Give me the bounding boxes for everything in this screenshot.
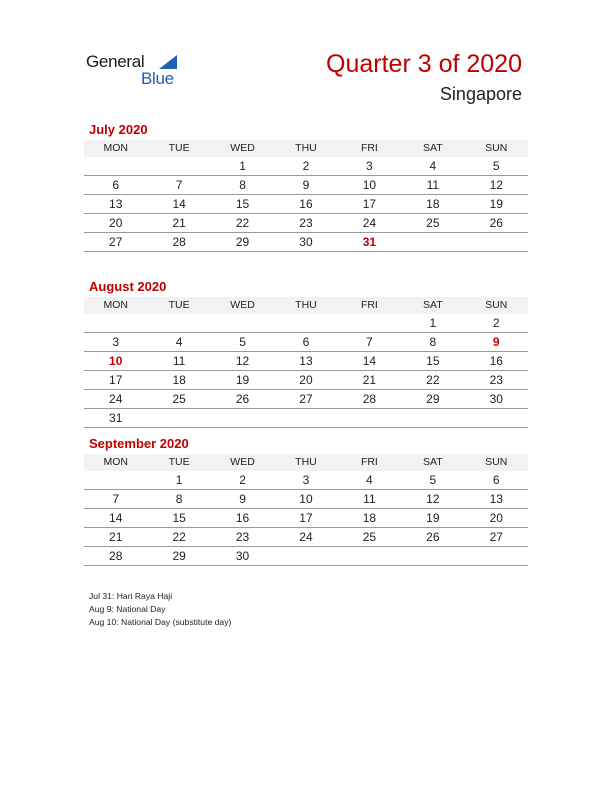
empty-day-cell (211, 409, 274, 427)
empty-day-cell (147, 409, 210, 427)
weekday-header: FRI (360, 299, 378, 311)
week-row (84, 409, 528, 428)
generalblue-logo (86, 52, 196, 88)
day-cell: 15 (426, 354, 440, 368)
holiday-note: Aug 9: National Day (89, 604, 166, 614)
month-title: July 2020 (89, 122, 148, 137)
day-cell: 22 (426, 373, 440, 387)
week-row (84, 314, 528, 333)
day-cell: 21 (362, 373, 377, 387)
day-cell: 30 (489, 392, 503, 406)
day-cell: 26 (235, 392, 250, 406)
day-cell: 7 (366, 335, 373, 349)
day-cell: 29 (172, 549, 186, 563)
week-row (84, 528, 528, 547)
holiday-notes (89, 590, 231, 629)
empty-day-cell (338, 314, 401, 332)
month-august (84, 279, 528, 428)
day-cell: 18 (362, 511, 377, 525)
day-cell: 20 (489, 511, 503, 525)
weekday-header-row (84, 297, 528, 314)
day-cell: 20 (109, 216, 123, 230)
day-cell: 11 (426, 178, 440, 192)
day-cell: 28 (109, 549, 123, 563)
weekday-header: SAT (422, 299, 443, 311)
weekday-header: TUE (168, 456, 190, 468)
weekday-header: FRI (360, 142, 378, 154)
day-cell: 17 (109, 373, 123, 387)
weekday-header: WED (230, 142, 255, 154)
weekday-header: THU (295, 456, 317, 468)
day-cell: 2 (239, 473, 246, 487)
day-cell: 8 (175, 492, 183, 506)
weekday-header-row (84, 454, 528, 471)
day-cell: 14 (172, 197, 186, 211)
weekday-header: SUN (485, 456, 508, 468)
day-cell: 4 (175, 335, 183, 349)
day-cell: 6 (492, 473, 500, 487)
calendar-grid (84, 454, 528, 566)
empty-day-cell (211, 314, 274, 332)
day-cell: 29 (235, 235, 250, 249)
day-cell: 6 (112, 178, 120, 192)
empty-day-cell (274, 547, 337, 565)
empty-day-cell (338, 409, 401, 427)
day-cell: 31 (362, 235, 377, 249)
day-cell: 2 (492, 316, 500, 330)
day-cell: 3 (112, 335, 120, 349)
month-title: August 2020 (89, 279, 167, 294)
day-cell: 16 (299, 197, 313, 211)
day-cell: 23 (299, 216, 313, 230)
weekday-header: SAT (422, 456, 443, 468)
weekday-header: THU (295, 299, 317, 311)
week-row (84, 547, 528, 566)
calendar-grid (84, 140, 528, 252)
day-cell: 9 (302, 178, 310, 192)
holiday-note: Jul 31: Hari Raya Haji (89, 591, 173, 601)
day-cell: 26 (489, 216, 503, 230)
day-cell: 7 (175, 178, 183, 192)
day-cell: 23 (235, 530, 250, 544)
day-cell: 22 (172, 530, 186, 544)
day-cell: 6 (302, 335, 310, 349)
empty-day-cell (147, 157, 210, 175)
empty-day-cell (84, 157, 147, 175)
country-label: Singapore (439, 84, 522, 104)
day-cell: 18 (172, 373, 186, 387)
holiday-note: Aug 10: National Day (substitute day) (89, 617, 232, 627)
day-cell: 7 (112, 492, 120, 506)
week-row (84, 214, 528, 233)
day-cell: 12 (426, 492, 440, 506)
day-cell: 1 (429, 316, 437, 330)
day-cell: 17 (362, 197, 377, 211)
day-cell: 28 (362, 392, 377, 406)
weekday-header: MON (103, 456, 128, 468)
weekday-header: WED (230, 299, 255, 311)
weekday-header: TUE (168, 142, 190, 154)
day-cell: 9 (492, 335, 500, 349)
week-row (84, 390, 528, 409)
day-cell: 13 (109, 197, 123, 211)
empty-day-cell (274, 409, 337, 427)
empty-day-cell (147, 314, 210, 332)
empty-day-cell (401, 547, 464, 565)
month-july (84, 122, 528, 252)
weekday-header-row (84, 140, 528, 157)
empty-day-cell (401, 233, 464, 251)
day-cell: 18 (426, 197, 440, 211)
day-cell: 14 (362, 354, 377, 368)
day-cell: 27 (489, 530, 503, 544)
day-cell: 1 (239, 159, 246, 173)
day-cell: 17 (299, 511, 313, 525)
empty-day-cell (401, 409, 464, 427)
weekday-header: SAT (422, 142, 443, 154)
day-cell: 13 (489, 492, 503, 506)
day-cell: 30 (235, 549, 250, 563)
day-cell: 24 (299, 530, 313, 544)
weekday-header: TUE (168, 299, 190, 311)
week-row (84, 233, 528, 252)
day-cell: 19 (489, 197, 503, 211)
day-cell: 1 (175, 473, 183, 487)
day-cell: 24 (109, 392, 123, 406)
weekday-header: THU (295, 142, 317, 154)
week-row (84, 176, 528, 195)
day-cell: 15 (235, 197, 250, 211)
empty-day-cell (274, 314, 337, 332)
day-cell: 16 (489, 354, 503, 368)
day-cell: 10 (299, 492, 313, 506)
day-cell: 8 (429, 335, 437, 349)
week-row (84, 157, 528, 176)
day-cell: 11 (363, 492, 376, 506)
page-title: Quarter 3 of 2020 (326, 50, 522, 78)
weekday-header: MON (103, 142, 128, 154)
day-cell: 23 (489, 373, 503, 387)
day-cell: 22 (235, 216, 250, 230)
week-row (84, 333, 528, 352)
weekday-header: FRI (360, 456, 378, 468)
day-cell: 9 (239, 492, 246, 506)
logo-triangle-icon (159, 55, 177, 69)
month-september (84, 436, 528, 566)
week-row (84, 471, 528, 490)
empty-day-cell (84, 471, 147, 489)
day-cell: 19 (235, 373, 250, 387)
day-cell: 5 (429, 473, 437, 487)
logo-word-general: General (86, 52, 145, 71)
empty-day-cell (465, 233, 528, 251)
day-cell: 27 (109, 235, 123, 249)
week-row (84, 509, 528, 528)
day-cell: 27 (299, 392, 313, 406)
day-cell: 25 (172, 392, 186, 406)
day-cell: 26 (426, 530, 440, 544)
day-cell: 4 (429, 159, 437, 173)
day-cell: 12 (235, 354, 250, 368)
logo-word-blue: Blue (141, 69, 174, 88)
calendar-grid (84, 297, 528, 428)
day-cell: 3 (302, 473, 310, 487)
day-cell: 3 (366, 159, 373, 173)
day-cell: 11 (172, 354, 186, 368)
day-cell: 20 (299, 373, 313, 387)
day-cell: 10 (362, 178, 377, 192)
day-cell: 24 (362, 216, 377, 230)
empty-day-cell (338, 547, 401, 565)
day-cell: 29 (426, 392, 440, 406)
day-cell: 14 (109, 511, 123, 525)
empty-day-cell (465, 547, 528, 565)
weekday-header: SUN (485, 299, 508, 311)
day-cell: 21 (109, 530, 123, 544)
day-cell: 30 (299, 235, 313, 249)
week-row (84, 490, 528, 509)
day-cell: 25 (426, 216, 440, 230)
day-cell: 12 (489, 178, 503, 192)
empty-day-cell (84, 314, 147, 332)
weekday-header: WED (230, 456, 255, 468)
day-cell: 13 (299, 354, 313, 368)
day-cell: 2 (302, 159, 310, 173)
day-cell: 10 (109, 354, 123, 368)
weekday-header: MON (103, 299, 128, 311)
day-cell: 5 (239, 335, 246, 349)
week-row (84, 195, 528, 214)
day-cell: 19 (426, 511, 440, 525)
day-cell: 5 (492, 159, 500, 173)
day-cell: 31 (109, 411, 123, 425)
day-cell: 25 (362, 530, 377, 544)
day-cell: 21 (172, 216, 186, 230)
day-cell: 28 (172, 235, 186, 249)
day-cell: 4 (366, 473, 373, 487)
weekday-header: SUN (485, 142, 508, 154)
empty-day-cell (465, 409, 528, 427)
day-cell: 16 (235, 511, 250, 525)
day-cell: 15 (172, 511, 186, 525)
day-cell: 8 (239, 178, 246, 192)
week-row (84, 352, 528, 371)
week-row (84, 371, 528, 390)
month-title: September 2020 (89, 436, 189, 451)
